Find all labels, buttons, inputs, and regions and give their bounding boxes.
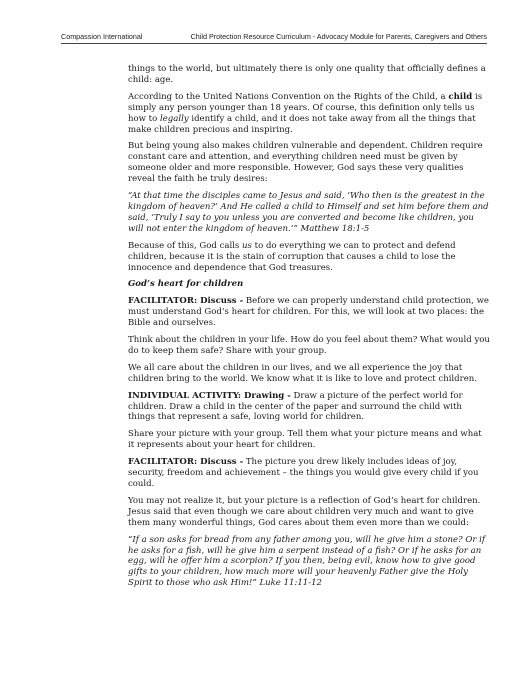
activity-label: INDIVIDUAL ACTIVITY: Drawing - [128,390,291,401]
term-child: child [448,91,473,102]
paragraph-think-children: Think about the children in your life. How do you feel about them? What would you do to keep them safe? Share with your group. [128,335,490,356]
document-body [128,64,490,595]
section-heading: God’s heart for children [128,279,244,290]
paragraph-reflection: You may not realize it, but your picture is a reflection of God’s heart for children. Jesus said that even though we care about children very much and want to give them many wonderful things, God cares about them even more than we could: [128,495,481,528]
paragraph-un-convention: According to the United Nations Convention on the Rights of the Child, a child is simply any person younger than 18 years. Of course, this definition only tells us how to legally identify a child, and it does not take away from all the things that make children precious and inspiring. [128,91,483,135]
facilitator-label: FACILITATOR: Discuss - [128,457,244,468]
paragraph-individual-activity: INDIVIDUAL ACTIVITY: Drawing - Draw a picture of the perfect world for children. Draw a child in the center of the paper and surround the child with things that represent a safe, loving world for children. [128,390,463,423]
scripture-quote-matthew: “At that time the disciples came to Jesus and said, ‘Who then is the greatest in the kingdom of heaven?’ And He called a child to Himself and set him before them and said, ‘Truly I say to you unless you are converted and become like children, you will not enter the kingdom of heaven.’” Matthew 18:1-5 [128,191,489,234]
paragraph-vulnerability: But being young also makes children vulnerable and dependent. Children require constant care and attention, and everything children need must be given by someone older and more responsible. However, God says these very qualities reveal the faith he truly desires: [128,141,483,185]
paragraph-care-children: We all care about the children in our lives, and we all experience the joy that children bring to the world. We know what it is like to love and protect children. [128,362,478,384]
organization-name: Compassion International [61,32,143,41]
page-header [61,30,487,44]
curriculum-title: Child Protection Resource Curriculum - Advocacy Module for Parents, Caregivers and Others [190,32,487,41]
paragraph-age-definition: things to the world, but ultimately there is only one quality that officially defines a child: age. [128,64,486,85]
term-us: us [242,240,252,251]
facilitator-label: FACILITATOR: Discuss - [128,296,244,307]
term-legally: legally [159,113,189,124]
paragraph-facilitator-discuss-1: FACILITATOR: Discuss - Before we can properly understand child protection, we must understand God’s heart for children. For this, we will look at two places: the Bible and ourselves. [128,296,489,329]
paragraph-share-picture: Share your picture with your group. Tell them what your picture means and what it represents about your heart for children. [128,429,482,451]
paragraph-gods-call: Because of this, God calls us to do everything we can to protect and defend children, because it is the stain of corruption that causes a child to lose the innocence and dependence that God treasures. [128,240,456,273]
scripture-quote-luke: “If a son asks for bread from any father among you, will he give him a stone? Or if he asks for a fish, will he give him a serpent instead of a fish? Or if he asks for an egg, will he offer him a scorpion? If you then, being evil, know how to give good gifts to your children, how much more will your heavenly Father give the Holy Spirit to those who ask Him!” Luke 11:11-12 [128,534,486,589]
paragraph-facilitator-discuss-2: FACILITATOR: Discuss - The picture you drew likely includes ideas of joy, security, freedom and achievement – the things you would give every child if you could. [128,457,479,489]
